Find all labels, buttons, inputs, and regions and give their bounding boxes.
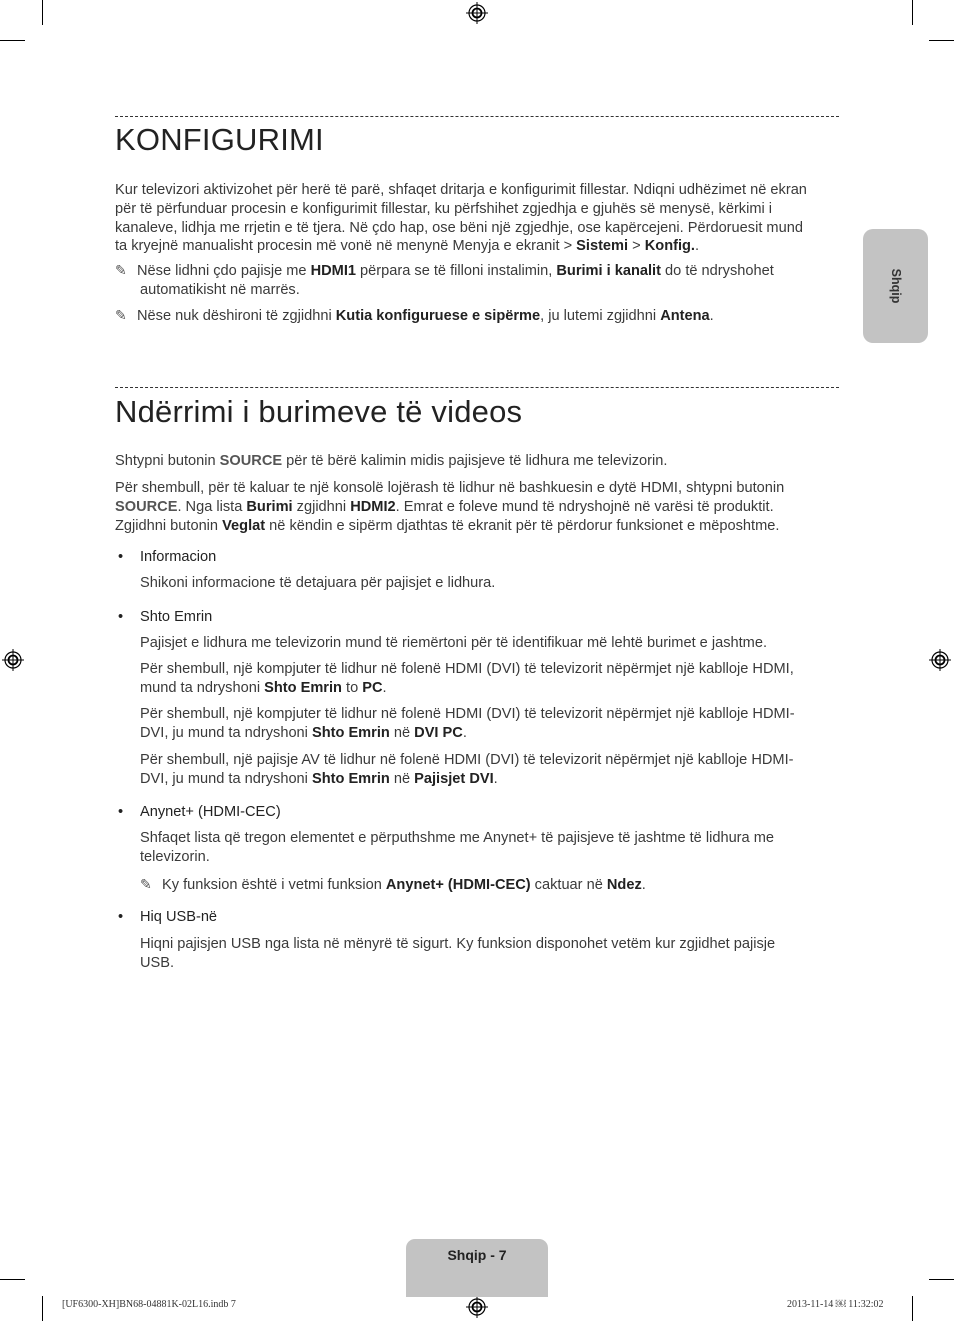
print-footer-filename: [UF6300-XH]BN68-04881K-02L16.indb 7 [62, 1299, 236, 1310]
section-divider [115, 387, 839, 388]
page-number: Shqip - 7 [447, 1247, 507, 1263]
shto-emrin-description: Pajisjet e lidhura me televizorin mund të riemërtoni për të identifikuar më lehtë burimet e jashtme. [140, 635, 768, 651]
crop-mark [42, 1296, 43, 1321]
registration-mark-icon [466, 2, 488, 24]
note-pencil-icon: ✎ [115, 307, 127, 323]
note-antena: ✎ Nëse nuk dëshironi të zgjidhni Kutia konfiguruese e sipërme, ju lutemi zgjidhni Antena. [115, 307, 714, 324]
bullet-icon: • [118, 549, 124, 565]
list-item-shto-emrin: • Shto Emrin [115, 608, 212, 627]
source-button-label: SOURCE [219, 453, 283, 469]
shto-emrin-example-pc: Për shembull, një kompjuter të lidhur në folenë HDMI (DVI) të televizorit nëpërmjet një kablloje HDMI, mund ta ndryshoni Shto Emrin to PC. [140, 661, 794, 696]
menu-path-konfig: Konfig. [644, 238, 695, 255]
konfigurimi-paragraph [115, 181, 840, 256]
crop-mark [929, 1279, 954, 1280]
print-footer-timestamp: 2013-11-14 ￼ 11:32:02 [787, 1299, 884, 1310]
bullet-icon: • [118, 804, 124, 820]
informacion-description: Shikoni informacione të detajuara për pajisjet e lidhura. [140, 575, 496, 591]
text-line: ta kryejnë manualisht procesin më vonë në menynë Menyja e ekranit > Sistemi > Konfig.. [115, 238, 700, 255]
text-line: për të përfunduar procesin e konfigurimit fillestar, ku përfshihet zgjedhja e gjuhës së menysë, kërkimi i [115, 200, 773, 217]
note-pencil-icon: ✎ [140, 876, 152, 892]
registration-mark-icon [929, 649, 951, 671]
anynet-description: Shfaqet lista që tregon elementet e përputhshme me Anynet+ të pajisjeve të jashtme të lidhura me televizorin. [140, 830, 774, 865]
note-anynet: ✎ Ky funksion është i vetmi funksion Anynet+ (HDMI-CEC) caktuar në Ndez. [140, 876, 646, 893]
example-paragraph: Për shembull, për të kaluar te një konsolë lojërash të lidhur në bashkuesin e dytë HDMI, shtypni butonin SOURCE. Nga lista Burimi zgjidhni HDMI2. Emrat e foleve mund të ndryshojnë në varësi të produktit. Zgjidhni butonin Veglat në këndin e sipërm djathtas të ekranit për të përdorur funksionet e mëposhtme. [115, 480, 785, 534]
crop-mark [42, 0, 43, 25]
crop-mark [929, 40, 954, 41]
text-line: Kur televizori aktivizohet për herë të parë, shfaqet dritarja e konfigurimit fillestar. Ndiqni udhëzimet në ekran [115, 182, 807, 198]
bullet-icon: • [118, 909, 124, 925]
side-tab-label: Shqip [888, 268, 903, 304]
menu-path-sistemi: Sistemi [576, 238, 629, 255]
note-pencil-icon: ✎ [115, 262, 127, 278]
note-hdmi1: ✎ Nëse lidhni çdo pajisje me HDMI1 përpara se të filloni instalimin, Burimi i kanalit do të ndryshohet automatikisht në marrës. [115, 262, 774, 298]
hiq-usb-description: Hiqni pajisjen USB nga lista në mënyrë të sigurt. Ky funksion disponohet vetëm kur zgjidhet pajisje USB. [140, 936, 776, 971]
section-title-nderrimi: Ndërrimi i burimeve të videos [115, 394, 523, 429]
shto-emrin-example-pajisjet-dvi: Për shembull, një pajisje AV të lidhur në folenë HDMI (DVI) të televizorit nëpërmjet një kablloje HDMI- DVI, ju mund ta ndryshoni Shto Emrin në Pajisjet DVI. [140, 752, 794, 787]
section-title-konfigurimi: KONFIGURIMI [115, 122, 324, 157]
section-divider [115, 116, 839, 117]
language-side-tab [863, 229, 928, 343]
list-item-hiq-usb: • Hiq USB-në [115, 908, 217, 927]
crop-mark [0, 1279, 25, 1280]
crop-mark [912, 0, 913, 25]
list-item-anynet: • Anynet+ (HDMI-CEC) [115, 803, 281, 822]
page-number-box [406, 1239, 548, 1297]
shto-emrin-example-dvi-pc: Për shembull, një kompjuter të lidhur në folenë HDMI (DVI) të televizorit nëpërmjet një kablloje HDMI- DVI, ju mund ta ndryshoni Shto Emrin në DVI PC. [140, 706, 795, 741]
crop-mark [912, 1296, 913, 1321]
crop-mark [0, 40, 25, 41]
list-item-informacion: • Informacion [115, 548, 216, 567]
registration-mark-icon [466, 1296, 488, 1318]
bullet-icon: • [118, 609, 124, 625]
registration-mark-icon [2, 649, 24, 671]
source-paragraph: Shtypni butonin SOURCE për të bërë kalimin midis pajisjeve të lidhura me televizorin. [115, 453, 668, 469]
text-line: kanaleve, lidhja me rrjetin e të tjera. Në çdo hap, ose bëni një zgjedhje, ose kapërcejeni. Përdoruesit mund [115, 219, 803, 236]
